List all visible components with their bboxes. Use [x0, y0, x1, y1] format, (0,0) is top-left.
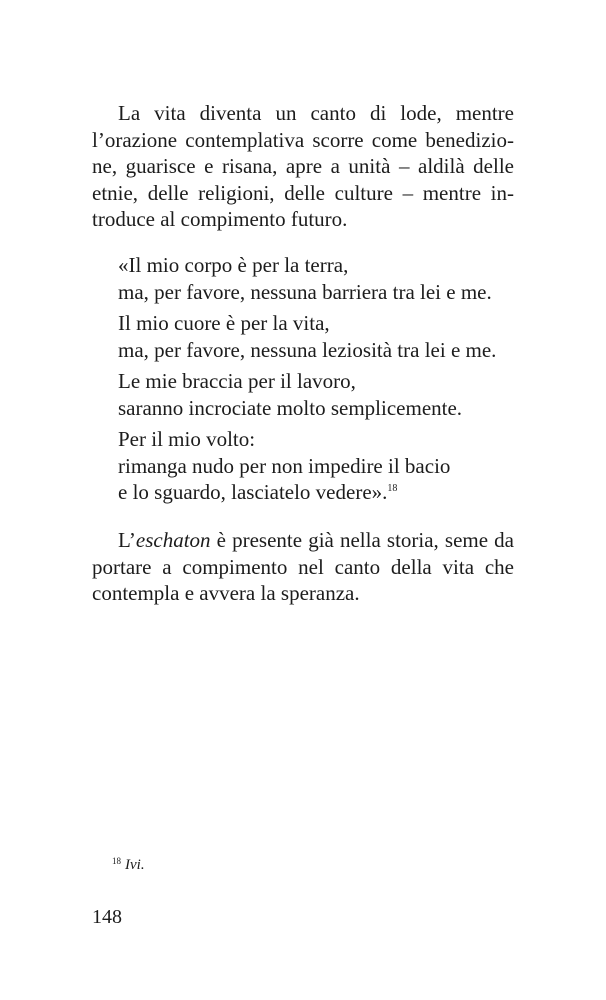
- poem-stanza: [118, 426, 538, 506]
- poem-quotation: [118, 252, 538, 511]
- paragraph-line: contempla e avvera la speranza.: [92, 581, 360, 605]
- poem-line: «Il mio corpo è per la terra,: [118, 253, 349, 277]
- paragraph-line: La vita diventa un canto di lode, mentre: [118, 101, 514, 125]
- paragraph-line: etnie, delle religioni, delle culture – mentre in-: [92, 180, 514, 205]
- poem-line: ma, per favore, nessuna barriera tra lei e me.: [118, 279, 492, 304]
- paragraph-line: portare a compimento nel canto della vita che: [92, 554, 514, 579]
- page-number: 148: [92, 906, 122, 928]
- poem-line: Per il mio volto:: [118, 427, 256, 451]
- paragraph-line: l’orazione contemplativa scorre come benedizio-: [92, 127, 514, 152]
- paragraph-opening: [92, 100, 514, 233]
- italic-term: eschaton: [135, 528, 211, 552]
- footnote-number: 18: [112, 856, 121, 866]
- footnote-text: Ivi.: [125, 857, 145, 873]
- poem-line: Le mie braccia per il lavoro,: [118, 369, 356, 393]
- poem-line: ma, per favore, nessuna leziosità tra lei e me.: [118, 337, 497, 362]
- poem-stanza: [118, 252, 538, 305]
- footnote-reference[interactable]: 18: [387, 483, 398, 494]
- poem-line: Il mio cuore è per la vita,: [118, 311, 330, 335]
- poem-line: rimanga nudo per non impedire il bacio: [118, 453, 451, 478]
- paragraph-line: ne, guarisce e risana, apre a unità – aldilà delle: [92, 154, 514, 178]
- paragraph-text: è presente già nella storia, seme da: [210, 528, 514, 552]
- poem-stanza: [118, 310, 538, 363]
- poem-line-last: [118, 479, 538, 506]
- paragraph-line: troduce al compimento futuro.: [92, 207, 348, 231]
- footnote: [112, 851, 145, 875]
- paragraph-text: L’: [118, 528, 136, 552]
- poem-line: saranno incrociate molto semplicemente.: [118, 395, 463, 420]
- poem-line-text: e lo sguardo, lasciatelo vedere».: [118, 480, 388, 504]
- poem-stanza: [118, 368, 538, 421]
- paragraph-closing: [92, 527, 514, 607]
- paragraph-line: [92, 527, 514, 554]
